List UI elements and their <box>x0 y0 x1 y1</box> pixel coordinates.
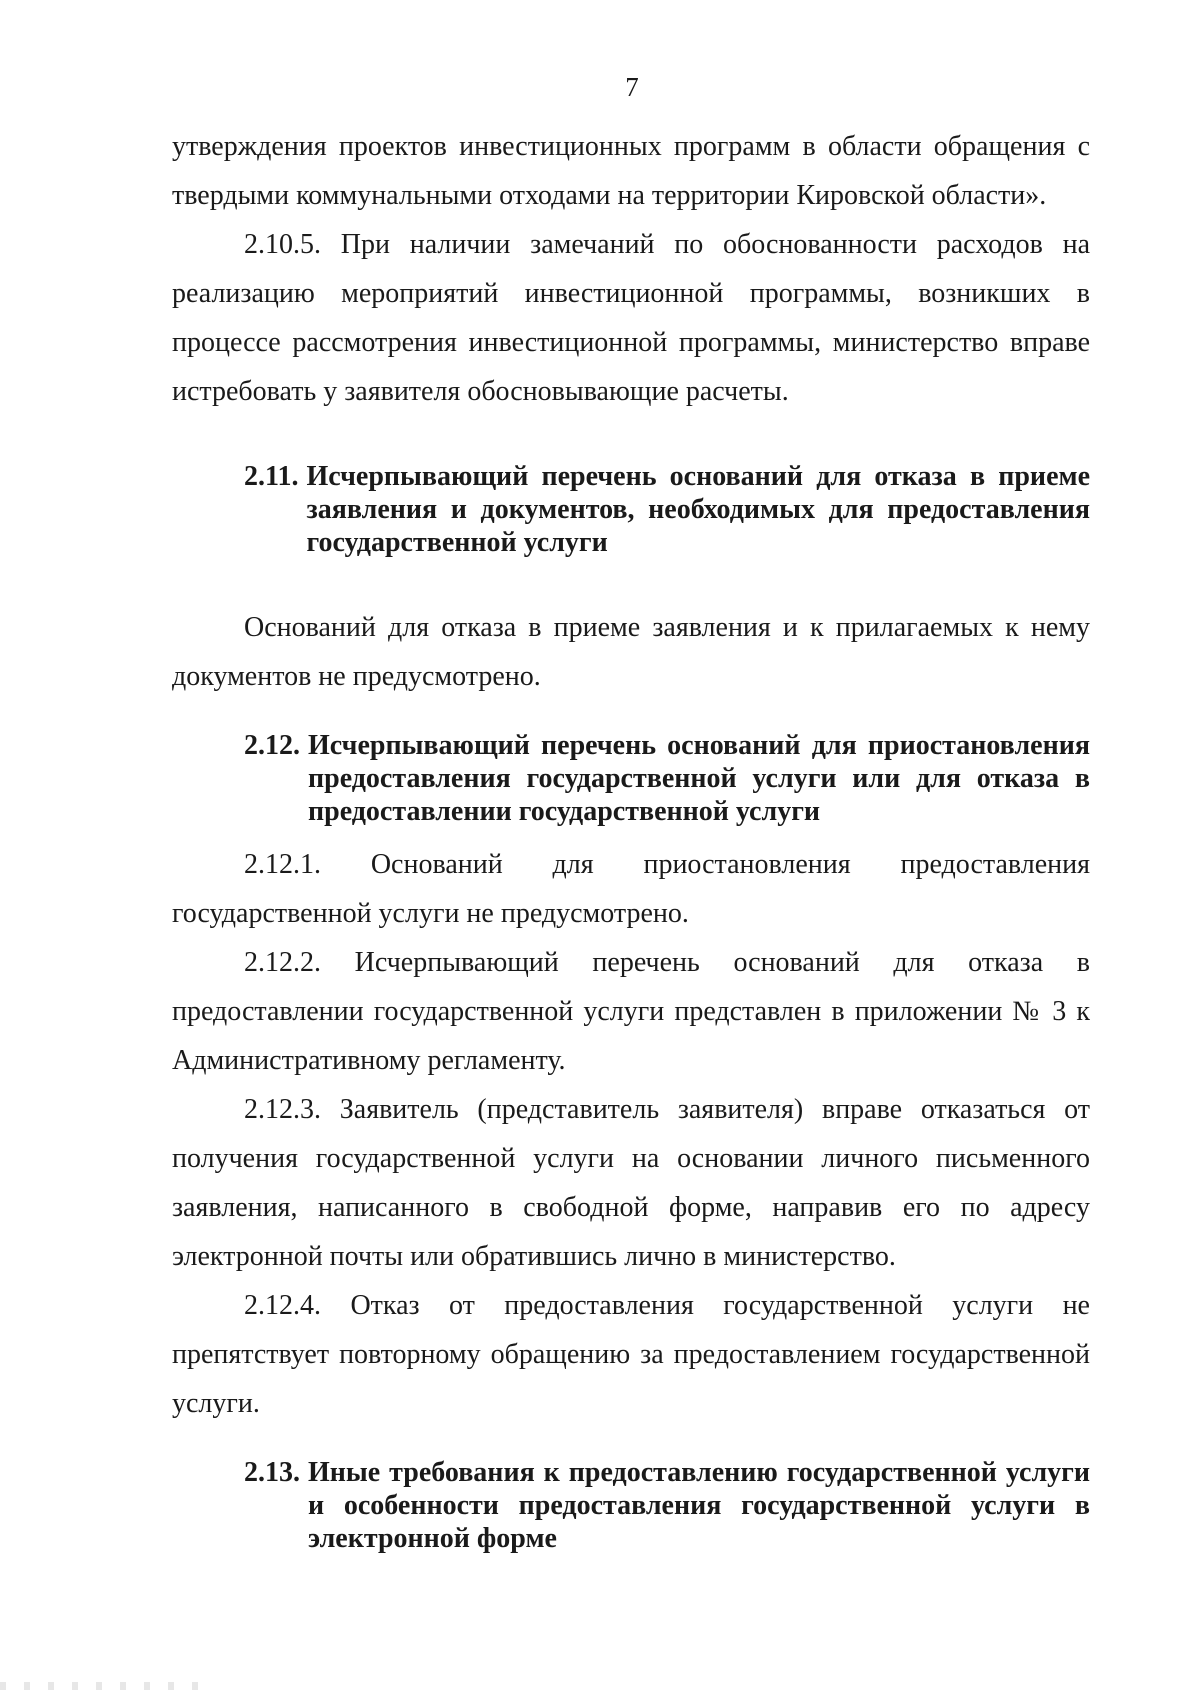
section-title: Исчерпывающий перечень оснований для отказа в приеме заявления и документов, необходимых для предоставления государственной услуги <box>306 461 1090 558</box>
paragraph-continuation: утверждения проектов инвестиционных программ в области обращения с твердыми коммунальными отходами на территории Кировской области». <box>172 131 1090 211</box>
document-body <box>172 122 1090 1555</box>
paragraph-2-12-2: 2.12.2. Исчерпывающий перечень оснований для отказа в предоставлении государственной услуги представлен в приложении № 3 к Административному регламенту. <box>172 947 1090 1076</box>
paragraph-2-11-body: Оснований для отказа в приеме заявления и к прилагаемых к нему документов не предусмотрено. <box>172 612 1090 692</box>
page-number: 7 <box>625 72 639 102</box>
paragraph-2-12-4: 2.12.4. Отказ от предоставления государственной услуги не препятствует повторному обращению за предоставлением государственной услуги. <box>172 1290 1090 1419</box>
section-number: 2.12. <box>244 730 300 761</box>
paragraph-2-12-1: 2.12.1. Оснований для приостановления предоставления государственной услуги не предусмотрено. <box>172 849 1090 929</box>
section-number: 2.11. <box>244 461 299 492</box>
spacer <box>172 1428 1090 1456</box>
spacer <box>172 828 1090 840</box>
section-number: 2.13. <box>244 1457 300 1488</box>
spacer <box>172 559 1090 603</box>
scan-edge-artifact <box>0 1682 200 1690</box>
spacer <box>172 416 1090 460</box>
section-heading-2-13 <box>172 1456 1090 1555</box>
spacer <box>172 701 1090 729</box>
section-heading-2-11 <box>172 460 1090 559</box>
paragraph-2-12-3: 2.12.3. Заявитель (представитель заявителя) вправе отказаться от получения государственной услуги на основании личного письменного заявления, написанного в свободной форме, направив его по адресу электронной почты или обратившись лично в министерство. <box>172 1094 1090 1272</box>
paragraph-2-10-5: 2.10.5. При наличии замечаний по обоснованности расходов на реализацию мероприятий инвестиционной программы, возникших в процессе рассмотрения инвестиционной программы, министерство вправе истребовать у заявителя обосновывающие расчеты. <box>172 229 1090 407</box>
section-title: Иные требования к предоставлению государственной услуги и особенности предоставления государственной услуги в электронной форме <box>308 1457 1090 1554</box>
section-title: Исчерпывающий перечень оснований для приостановления предоставления государственной услуги или для отказа в предоставлении государственной услуги <box>308 730 1090 827</box>
section-heading-2-12 <box>172 729 1090 828</box>
